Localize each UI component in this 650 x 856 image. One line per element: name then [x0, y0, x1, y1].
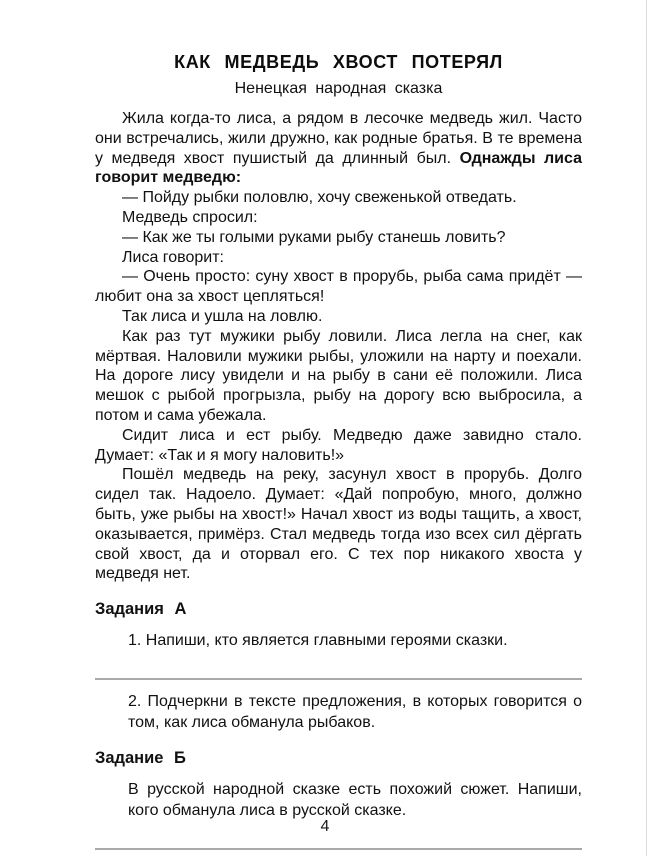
story-paragraph: — Очень просто: суну хвост в прорубь, рыба сама придёт — любит она за хвост цепляться! — [95, 268, 582, 306]
story-intro-normal: Жила когда-то лиса, а рядом в лесочке медведь жил. Часто они встречались, жили дружно, как родные братья. В те времена у медведя хвост пушистый да длинный был. — [95, 110, 582, 167]
tasks-a-heading: Задания А — [95, 600, 187, 619]
task-2-text: 2. Подчеркни в тексте предложения, в которых говорится о том, как лиса обманула рыбаков. — [128, 693, 582, 732]
story-paragraph: Пошёл медведь на реку, засунул хвост в прорубь. Долго сидел так. Надоело. Думает: «Дай попробую, много, должно быть, уже рыбы на хвост!» Начал хвост из воды тащить, а хвост, оказывается, примёрз. Стал медведь тогда изо всех сил дёргать свой хвост, да и оторвал его. С тех пор никакого хвоста у медведя нет. — [95, 466, 582, 583]
answer-line-2 — [95, 848, 582, 850]
tasks-b-heading: Задание Б — [95, 749, 186, 768]
task-b-text: В русской народной сказке есть похожий сюжет. Напиши, кого обманула лиса в русской сказке. — [128, 781, 582, 820]
story-paragraph: — Как же ты голыми руками рыбу станешь ловить? — [122, 228, 506, 246]
story-paragraph — [95, 109, 582, 188]
story-paragraph: Медведь спросил: — [122, 208, 258, 226]
story-intro-bold: Однажды лиса говорит медведю: — [95, 149, 583, 187]
task-1-text: 1. Напиши, кто является главными героями сказки. — [128, 632, 508, 650]
story-paragraph: Как раз тут мужики рыбу ловили. Лиса легла на снег, как мёртвая. Наловили мужики рыбы, уложили на нарту и поехали. На дороге лису увидели и на рыбу в сани её положили. Лиса мешок с рыбой прогрызла, рыбу на дорогу всю выбросила, а потом и сама убежала. — [95, 327, 582, 424]
page-title: КАК МЕДВЕДЬ ХВОСТ ПОТЕРЯЛ — [174, 52, 503, 72]
page-number: 4 — [320, 818, 330, 835]
page-edge-artifact — [646, 0, 647, 856]
page-subtitle: Ненецкая народная сказка — [234, 80, 443, 97]
story-paragraph: — Пойду рыбки половлю, хочу свеженькой отведать. — [122, 189, 517, 207]
story-paragraph: Сидит лиса и ест рыбу. Медведю даже завидно стало. Думает: «Так и я могу наловить!» — [95, 426, 582, 464]
text-column — [95, 52, 582, 853]
story-paragraph: Лиса говорит: — [122, 248, 224, 266]
answer-line-1 — [95, 678, 582, 680]
story-paragraph: Так лиса и ушла на ловлю. — [122, 307, 323, 325]
story-text — [95, 109, 582, 584]
